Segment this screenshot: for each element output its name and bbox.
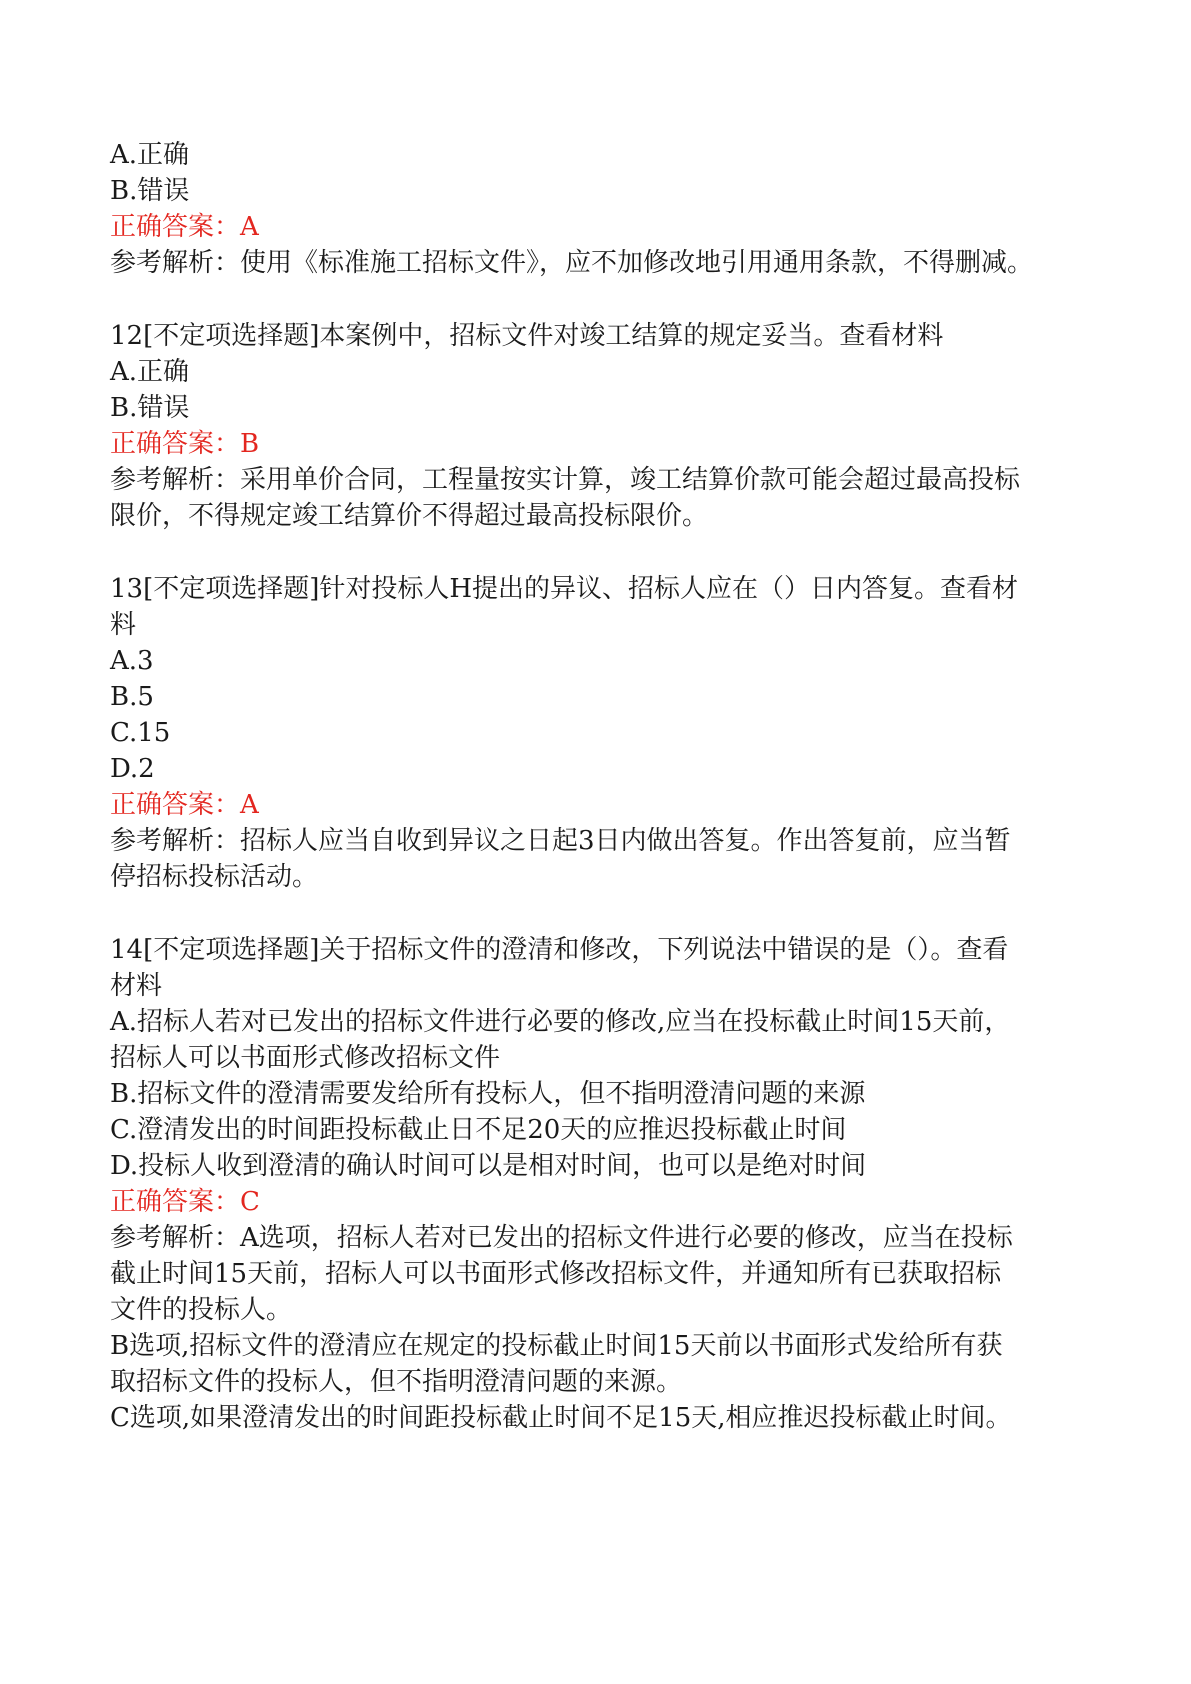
answer-analysis-line: 取招标文件的投标人，但不指明澄清问题的来源。 (110, 1367, 683, 1397)
question-text-line: 料 (110, 610, 137, 640)
question-text-line: 材料 (110, 971, 163, 1001)
spacer (110, 534, 1090, 571)
option-a: A.正确 (110, 140, 190, 170)
option-b: B.错误 (110, 393, 190, 423)
correct-answer: 正确答案：C (110, 1187, 260, 1217)
answer-analysis-line: 参考解析：A选项，招标人若对已发出的招标文件进行必要的修改，应当在投标 (110, 1223, 1013, 1253)
option-b: B.错误 (110, 176, 190, 206)
option-d: D.2 (110, 754, 155, 784)
spacer (110, 281, 1090, 318)
answer-analysis-line: 参考解析：招标人应当自收到异议之日起3日内做出答复。作出答复前，应当暂 (110, 826, 1011, 856)
question-12 (110, 318, 1090, 534)
option-d: D.投标人收到澄清的确认时间可以是相对时间，也可以是绝对时间 (110, 1151, 867, 1181)
option-b: B.5 (110, 682, 154, 712)
correct-answer: 正确答案：B (110, 429, 260, 459)
question-text-line: 14[不定项选择题]关于招标文件的澄清和修改，下列说法中错误的是（）。查看 (110, 935, 1009, 965)
option-a: A.3 (110, 646, 154, 676)
option-c: C.15 (110, 718, 171, 748)
correct-answer: 正确答案：A (110, 790, 259, 820)
answer-analysis: 参考解析：使用《标准施工招标文件》，应不加修改地引用通用条款，不得删减。 (110, 248, 1034, 278)
answer-analysis-line: 限价，不得规定竣工结算价不得超过最高投标限价。 (110, 501, 709, 531)
answer-analysis-line: 停招标投标活动。 (110, 862, 319, 892)
option-c: C.澄清发出的时间距投标截止日不足20天的应推迟投标截止时间 (110, 1115, 847, 1145)
answer-analysis-line: B选项,招标文件的澄清应在规定的投标截止时间15天前以书面形式发给所有获 (110, 1331, 1003, 1361)
answer-analysis-line: 参考解析：采用单价合同，工程量按实计算，竣工结算价款可能会超过最高投标 (110, 465, 1021, 495)
question-13 (110, 571, 1090, 895)
spacer (110, 895, 1090, 932)
answer-analysis-line: C选项,如果澄清发出的时间距投标截止时间不足15天,相应推迟投标截止时间。 (110, 1403, 1012, 1433)
option-a: A.正确 (110, 357, 190, 387)
option-b: B.招标文件的澄清需要发给所有投标人，但不指明澄清问题的来源 (110, 1079, 866, 1109)
document-page (110, 137, 1090, 1436)
question-text: 12[不定项选择题]本案例中，招标文件对竣工结算的规定妥当。查看材料 (110, 321, 944, 351)
option-a-line: A.招标人若对已发出的招标文件进行必要的修改,应当在投标截止时间15天前， (110, 1007, 1011, 1037)
question-11 (110, 137, 1090, 281)
answer-analysis-line: 文件的投标人。 (110, 1295, 293, 1325)
question-14 (110, 932, 1090, 1436)
option-a-line: 招标人可以书面形式修改招标文件 (110, 1043, 501, 1073)
question-text-line: 13[不定项选择题]针对投标人H提出的异议、招标人应在（）日内答复。查看材 (110, 574, 1019, 604)
answer-analysis-line: 截止时间15天前，招标人可以书面形式修改招标文件，并通知所有已获取招标 (110, 1259, 1002, 1289)
correct-answer: 正确答案：A (110, 212, 259, 242)
